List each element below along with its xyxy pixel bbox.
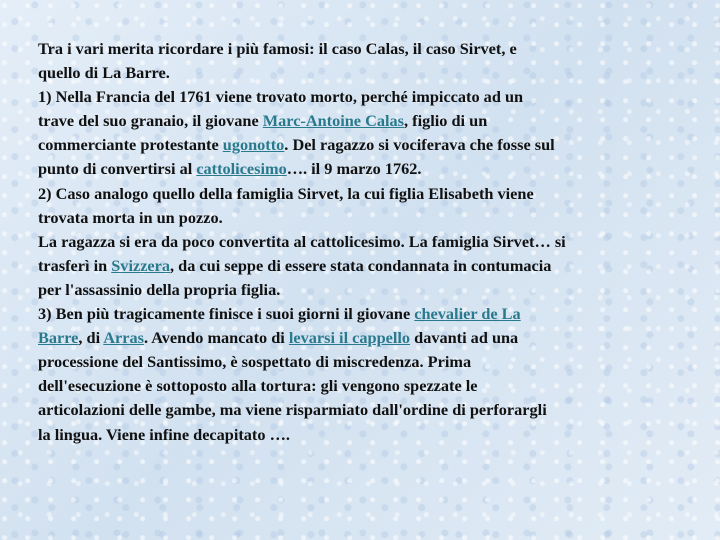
text-segment: Tra i vari merita ricordare i più famosi: il caso Calas, il caso Sirvet, e — [38, 39, 517, 58]
hyperlink[interactable]: ugonotto — [222, 135, 285, 155]
text-line — [38, 350, 688, 374]
text-line — [38, 423, 688, 447]
text-line — [38, 37, 688, 61]
text-segment: , da cui seppe di essere stata condannata in contumacia — [170, 255, 552, 275]
text-segment: per l'assassinio della propria figlia. — [38, 279, 281, 299]
text-line — [38, 133, 688, 157]
hyperlink[interactable]: Marc-Antoine Calas — [262, 111, 405, 131]
text-line — [38, 326, 688, 350]
hyperlink[interactable]: cattolicesimo — [196, 159, 287, 179]
text-line — [38, 109, 688, 133]
text-line — [38, 230, 688, 254]
text-segment: dell'esecuzione è sottoposto alla tortura: gli vengono spezzate le — [38, 376, 478, 396]
text-segment: 2) Caso analogo quello della famiglia Sirvet, la cui figlia Elisabeth viene — [38, 183, 534, 203]
text-segment: commerciante protestante — [38, 135, 223, 155]
text-line — [38, 398, 688, 422]
text-segment: La ragazza si era da poco convertita al cattolicesimo. La famiglia Sirvet… si — [38, 231, 566, 251]
hyperlink[interactable]: Arras — [103, 328, 144, 348]
text-segment: trave del suo granaio, il giovane — [38, 111, 263, 131]
text-line — [38, 182, 688, 206]
text-segment: . Avendo mancato di — [143, 328, 289, 348]
text-segment: trovata morta in un pozzo. — [38, 207, 223, 227]
text-segment: trasferì in — [38, 255, 112, 275]
text-line — [38, 61, 688, 85]
text-segment: , figlio di un — [404, 111, 488, 131]
text-line — [38, 85, 688, 109]
text-line — [38, 254, 688, 278]
text-segment: . Del ragazzo si vociferava che fosse sul — [284, 135, 555, 155]
text-segment: , di — [78, 328, 104, 348]
text-segment: quello di La Barre. — [38, 63, 170, 83]
text-segment: davanti ad una — [410, 328, 519, 348]
text-line — [38, 278, 688, 302]
hyperlink[interactable]: Svizzera — [111, 255, 171, 275]
text-line — [38, 206, 688, 230]
text-segment: processione del Santissimo, è sospettato di miscredenza. Prima — [38, 352, 472, 372]
hyperlink[interactable]: levarsi il cappello — [288, 328, 411, 348]
text-segment: …. il 9 marzo 1762. — [286, 159, 422, 179]
text-segment: 1) Nella Francia del 1761 viene trovato morto, perché impiccato ad un — [38, 87, 524, 107]
text-segment: 3) Ben più tragicamente finisce i suoi giorni il giovane — [38, 304, 415, 324]
text-segment: la lingua. Viene infine decapitato …. — [38, 424, 290, 444]
slide-text-body — [38, 37, 688, 447]
text-segment: punto di convertirsi al — [38, 159, 197, 179]
text-segment: articolazioni delle gambe, ma viene risparmiato dall'ordine di perforargli — [38, 400, 547, 420]
hyperlink[interactable]: chevalier de La — [414, 304, 521, 324]
text-line — [38, 302, 688, 326]
hyperlink[interactable]: Barre — [38, 328, 79, 348]
text-line — [38, 374, 688, 398]
text-line — [38, 157, 688, 181]
